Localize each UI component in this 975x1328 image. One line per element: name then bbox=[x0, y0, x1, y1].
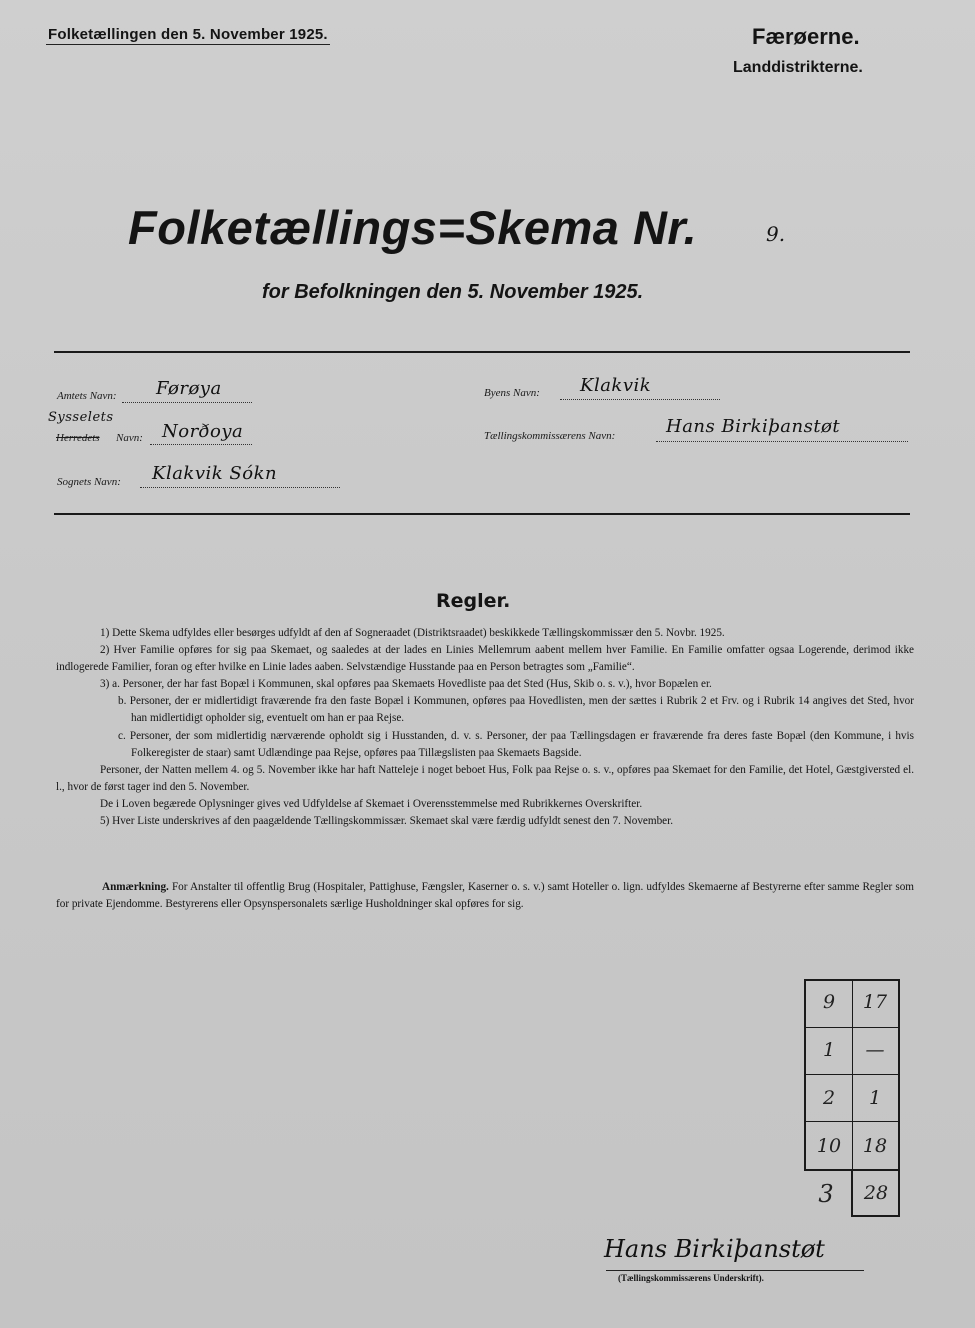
signature: Hans Birkiþanstøt bbox=[604, 1235, 825, 1263]
tally-total-right: 28 bbox=[863, 1182, 889, 1204]
kommissaer-label: Tællingskommissærens Navn: bbox=[484, 430, 616, 442]
rules-body bbox=[56, 625, 914, 830]
note-text: For Anstalter til offentlig Brug (Hospitaler, Pattighuse, Fængsler, Kaserner o. s. v.) samt Hoteller o. lign. udfyldes Skemaerne af Bestyrerne efter samme Regler som for private Ejendomme. Bestyrerens eller Opsynspersonalets særlige Husholdninger skal opføres for sig. bbox=[56, 881, 915, 910]
rule-4: Personer, der Natten mellem 4. og 5. November ikke har haft Natteleje i noget beboet Hus, Folk paa Rejse o. s. v., opføres paa Skemaet for den Familie, det Hotel, Gæstgiversted el. l., hvor de først tager ind den 5. November. bbox=[56, 763, 914, 793]
form-title: Folketællings=Skema Nr. bbox=[128, 201, 698, 254]
sogn-value: Klakvik Sókn bbox=[152, 463, 278, 484]
note-label: Anmærkning. bbox=[102, 881, 169, 893]
tally-cell: 1 bbox=[868, 1087, 882, 1109]
tally-cell: — bbox=[865, 1039, 885, 1061]
amt-value: Førøya bbox=[156, 378, 222, 399]
rule-3c: c. Personer, der som midlertidig nærværende opholdt sig i Husstanden, d. v. s. Personer, der paa Tællingsdagen er fraværende fra deres faste Bopæl (den Kommune, i hvis Folkeregister de staar) samt Udlændinge paa Rejse, opføres paa Tillægslisten paa Skemaets Bagside. bbox=[118, 729, 914, 759]
tally-total-left: 3 bbox=[818, 1180, 834, 1208]
amt-dotted-line bbox=[122, 402, 252, 403]
kommissaer-value: Hans Birkiþanstøt bbox=[666, 416, 841, 437]
region-title: Færøerne. bbox=[752, 24, 860, 49]
by-label: Byens Navn: bbox=[484, 387, 540, 399]
tally-row-line bbox=[806, 1074, 898, 1075]
tally-cell: 9 bbox=[822, 991, 836, 1013]
tally-box bbox=[804, 979, 900, 1171]
sogn-label: Sognets Navn: bbox=[57, 476, 121, 488]
herred-dotted-line bbox=[150, 444, 252, 445]
rule-1: 1) Dette Skema udfyldes eller besørges udfyldt af den af Sogneraadet (Distriktsraadet) beskikkede Tællingskommissær den 5. Novbr. 1925. bbox=[100, 627, 725, 639]
note-section bbox=[56, 879, 914, 913]
by-value: Klakvik bbox=[580, 375, 652, 396]
amt-label: Amtets Navn: bbox=[57, 390, 117, 402]
tally-cell: 2 bbox=[822, 1087, 836, 1109]
rules-heading: Regler. bbox=[436, 590, 511, 612]
by-dotted-line bbox=[560, 399, 720, 400]
census-date-header: Folketællingen den 5. November 1925. bbox=[48, 26, 328, 43]
tally-row-line bbox=[806, 1027, 898, 1028]
tally-cell: 18 bbox=[862, 1135, 888, 1157]
herred-value: Norðoya bbox=[162, 421, 244, 442]
rule-4b: De i Loven begærede Oplysninger gives ved Udfyldelse af Skemaet i Overensstemmelse med Rubrikkernes Overskrifter. bbox=[100, 797, 643, 810]
rule-3a: 3) a. Personer, der har fast Bopæl i Kommunen, skal opføres paa Skemaets Hovedliste paa det Sted (Hus, Skib o. s. v.), hvor Bopælen er. bbox=[100, 678, 712, 691]
tally-row-line bbox=[806, 1121, 898, 1122]
herred-handwritten-label: Sysselets bbox=[48, 410, 114, 425]
top-divider bbox=[54, 351, 910, 353]
tally-cell: 1 bbox=[822, 1039, 836, 1061]
signature-caption: (Tællingskommissærens Underskrift). bbox=[618, 1273, 764, 1283]
region-subtitle: Landdistrikterne. bbox=[733, 59, 863, 76]
rule-5: 5) Hver Liste underskrives af den paagældende Tællingskommissær. Skemaet skal være færdig udfyldt senest den 7. November. bbox=[100, 815, 674, 828]
rule-3b: b. Personer, der er midlertidigt fraværende fra den faste Bopæl i Kommunen, opføres paa Hovedlisten, men der sættes i Rubrik 2 et Frv. og i Rubrik 14 angives det Sted, hvor han midlertidigt opholder sig, eventuelt om han er paa Rejse. bbox=[118, 695, 914, 725]
sogn-dotted-line bbox=[140, 487, 340, 488]
bottom-divider bbox=[54, 513, 910, 515]
tally-cell: 17 bbox=[862, 991, 888, 1013]
tally-cell: 10 bbox=[816, 1135, 842, 1157]
signature-line bbox=[606, 1270, 864, 1271]
rule-2: 2) Hver Familie opføres for sig paa Skemaet, og saaledes at der lades en Linies Mellemrum aabent mellem hver Familie. En Familie omfatter ogsaa Logerende, derimod ikke indlogerede Familier, foran og efter hvilke en Linie lades aaben. Selvstændige Husstande paa en Person betragtes som „Familie“. bbox=[56, 644, 914, 674]
form-number: 9. bbox=[766, 222, 786, 246]
herred-struck-label: Herredets bbox=[56, 432, 100, 444]
kommissaer-dotted-line bbox=[656, 441, 908, 442]
form-subtitle: for Befolkningen den 5. November 1925. bbox=[262, 281, 644, 303]
herred-label: Navn: bbox=[116, 432, 143, 444]
